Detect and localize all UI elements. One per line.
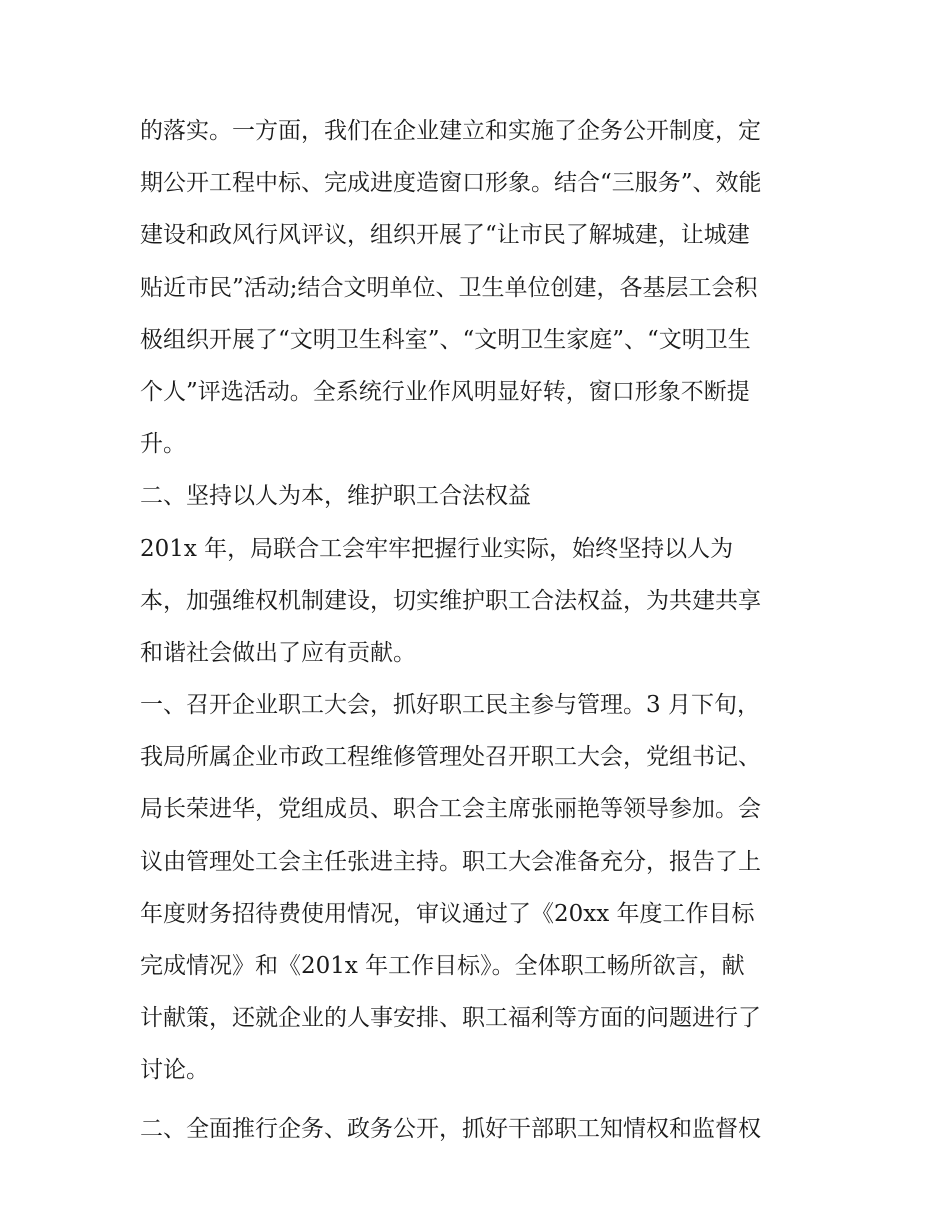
- document-body: [140, 105, 830, 1155]
- text-line: 本，加强维权机制建设，切实维护职工合法权益，为共建共享: [140, 587, 761, 614]
- section-heading: 二、坚持以人为本，维护职工合法权益: [140, 483, 531, 510]
- text-line: 局长荣进华，党组成员、职合工会主席张丽艳等领导参加。会: [140, 796, 761, 823]
- text-line: 完成情况》和《201x 年工作目标》。全体职工畅所欲言，献: [140, 953, 745, 979]
- text-line: 贴近市民”活动;结合文明单位、卫生单位创建，各基层工会积: [140, 274, 758, 301]
- text-line: 极组织开展了“文明卫生科室”、“文明卫生家庭”、“文明卫生: [140, 326, 751, 353]
- text-line: 个人”评选活动。全系统行业作风明显好转，窗口形象不断提: [140, 378, 750, 405]
- text-line: 建设和政风行风评议，组织开展了“让市民了解城建，让城建: [140, 222, 750, 249]
- text-line: 讨论。: [140, 1057, 209, 1084]
- text-line: 二、全面推行企务、政务公开，抓好干部职工知情权和监督权: [140, 1115, 761, 1142]
- text-line: 和谐社会做出了应有贡献。: [140, 639, 416, 666]
- text-line: 计献策，还就企业的人事安排、职工福利等方面的问题进行了: [140, 1005, 761, 1032]
- text-line: 年度财务招待费使用情况，审议通过了《20xx 年度工作目标: [140, 900, 755, 927]
- text-line: 议由管理处工会主任张进主持。职工大会准备充分，报告了上: [140, 848, 761, 875]
- text-line: 升。: [140, 431, 186, 458]
- text-line: 的落实。一方面，我们在企业建立和实施了企务公开制度，定: [140, 118, 761, 144]
- text-line: 一、召开企业职工大会，抓好职工民主参与管理。3 月下旬，: [140, 692, 760, 719]
- text-line: 期公开工程中标、完成进度造窗口形象。结合“三服务”、效能: [140, 170, 762, 197]
- text-line: 我局所属企业市政工程维修管理处召开职工大会，党组书记、: [140, 744, 761, 771]
- text-line: 201x 年，局联合工会牢牢把握行业实际，始终坚持以人为: [140, 535, 734, 562]
